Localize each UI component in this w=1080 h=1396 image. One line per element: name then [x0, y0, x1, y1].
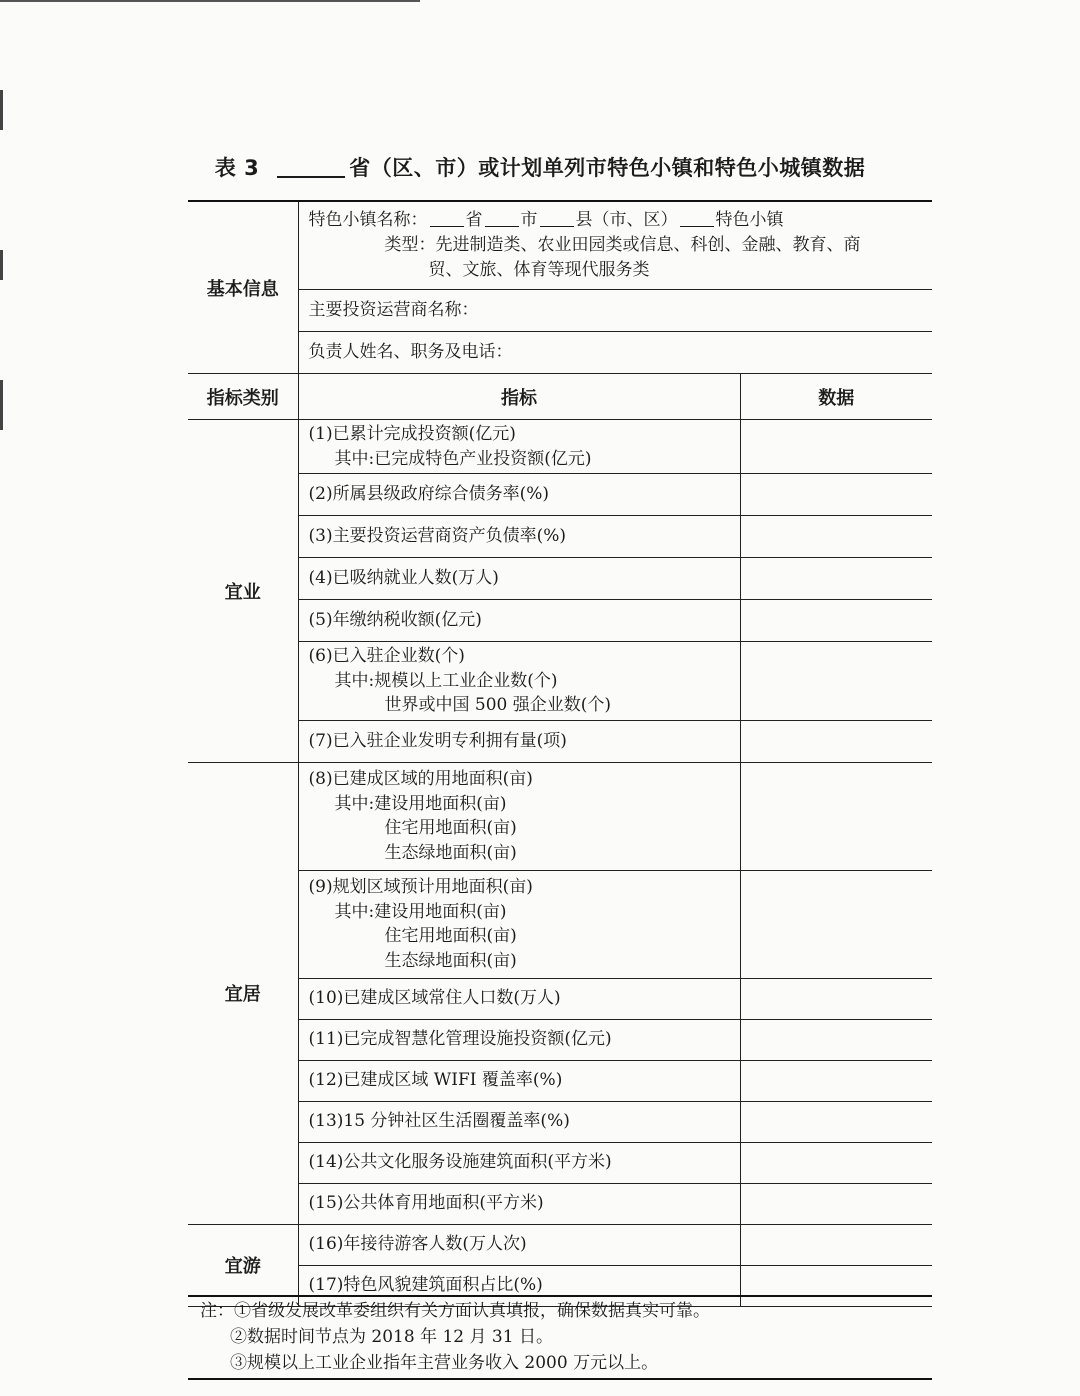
data-cell-2[interactable]: [740, 474, 932, 516]
data-cell-1[interactable]: [740, 420, 932, 474]
data-cell-15[interactable]: [740, 1183, 932, 1224]
category-yiyou: 宜游: [188, 1224, 298, 1306]
data-table: [188, 202, 932, 1307]
data-cell-9[interactable]: [740, 870, 932, 978]
data-cell-11[interactable]: [740, 1019, 932, 1060]
data-cell-12[interactable]: [740, 1060, 932, 1101]
indicator-row-1: (1)已累计完成投资额(亿元) 其中:已完成特色产业投资额(亿元): [298, 420, 740, 474]
data-cell-8[interactable]: [740, 762, 932, 870]
table-bottom-rule: [188, 1295, 932, 1297]
town-blank-field[interactable]: [680, 226, 714, 227]
indicator-row-9: (9)规划区域预计用地面积(亩) 其中:建设用地面积(亩) 住宅用地面积(亩) 生态绿地面积(亩): [298, 870, 740, 978]
contact-cell[interactable]: 负责人姓名、职务及电话：: [298, 332, 932, 374]
indicator-row-3: (3)主要投资运营商资产负债率(%): [298, 516, 740, 558]
indicator-row-10: (10)已建成区域常住人口数(万人): [298, 978, 740, 1019]
city-blank-field[interactable]: [485, 226, 519, 227]
town-name-cell[interactable]: [298, 202, 932, 290]
data-cell-7[interactable]: [740, 720, 932, 762]
footnote-end-rule: [188, 1378, 932, 1380]
indicator-row-12: (12)已建成区域 WIFI 覆盖率(%): [298, 1060, 740, 1101]
indicator-row-16: (16)年接待游客人数(万人次): [298, 1224, 740, 1265]
category-yiju: 宜居: [188, 762, 298, 1224]
indicator-row-13: (13)15 分钟社区生活圈覆盖率(%): [298, 1101, 740, 1142]
province-blank-field[interactable]: [430, 226, 464, 227]
footnotes: [200, 1298, 940, 1376]
indicator-row-4: (4)已吸纳就业人数(万人): [298, 558, 740, 600]
data-cell-3[interactable]: [740, 516, 932, 558]
scan-edge-mark: [0, 90, 3, 130]
indicator-row-15: (15)公共体育用地面积(平方米): [298, 1183, 740, 1224]
header-category: 指标类别: [188, 374, 298, 420]
data-cell-6[interactable]: [740, 642, 932, 721]
town-name-line: 特色小镇名称： 省 市 县（市、区） 特色小镇: [308, 210, 784, 230]
indicator-row-8: (8)已建成区域的用地面积(亩) 其中:建设用地面积(亩) 住宅用地面积(亩) 生态绿地面积(亩): [298, 762, 740, 870]
data-cell-13[interactable]: [740, 1101, 932, 1142]
indicator-row-11: (11)已完成智慧化管理设施投资额(亿元): [298, 1019, 740, 1060]
indicator-row-6: (6)已入驻企业数(个) 其中:规模以上工业企业数(个) 世界或中国 500 强企业数(个): [298, 642, 740, 721]
town-type-line-2: 贸、文旅、体育等现代服务类: [428, 260, 650, 280]
footnote-2: ②数据时间节点为 2018 年 12 月 31 日。: [230, 1327, 553, 1347]
data-cell-4[interactable]: [740, 558, 932, 600]
indicator-row-2: (2)所属县级政府综合债务率(%): [298, 474, 740, 516]
header-indicator: 指标: [298, 374, 740, 420]
indicator-row-14: (14)公共文化服务设施建筑面积(平方米): [298, 1142, 740, 1183]
county-blank-field[interactable]: [540, 226, 574, 227]
category-basic-info: 基本信息: [188, 202, 298, 374]
indicator-row-5: (5)年缴纳税收额(亿元): [298, 600, 740, 642]
page-title: [0, 152, 1080, 182]
province-blank[interactable]: [277, 176, 345, 178]
scan-edge-mark: [0, 250, 3, 280]
data-cell-16[interactable]: [740, 1224, 932, 1265]
indicator-row-17: (17)特色风貌建筑面积占比(%): [298, 1265, 740, 1306]
title-text: 省（区、市）或计划单列市特色小镇和特色小城镇数据: [349, 156, 866, 180]
footnote-1: 注：①省级发展改革委组织有关方面认真填报，确保数据真实可靠。: [200, 1301, 710, 1321]
town-type-line: 类型：先进制造类、农业田园类或信息、科创、金融、教育、商: [384, 235, 861, 255]
data-cell-10[interactable]: [740, 978, 932, 1019]
scan-edge-mark: [0, 380, 3, 430]
data-cell-14[interactable]: [740, 1142, 932, 1183]
indicator-row-7: (7)已入驻企业发明专利拥有量(项): [298, 720, 740, 762]
footnote-3: ③规模以上工业企业指年主营业务收入 2000 万元以上。: [230, 1353, 659, 1373]
scan-artifact-line: [0, 0, 420, 2]
header-data: 数据: [740, 374, 932, 420]
table-number: 表 3: [214, 156, 260, 180]
category-yiye: 宜业: [188, 420, 298, 763]
data-cell-5[interactable]: [740, 600, 932, 642]
investor-name-cell[interactable]: 主要投资运营商名称：: [298, 290, 932, 332]
